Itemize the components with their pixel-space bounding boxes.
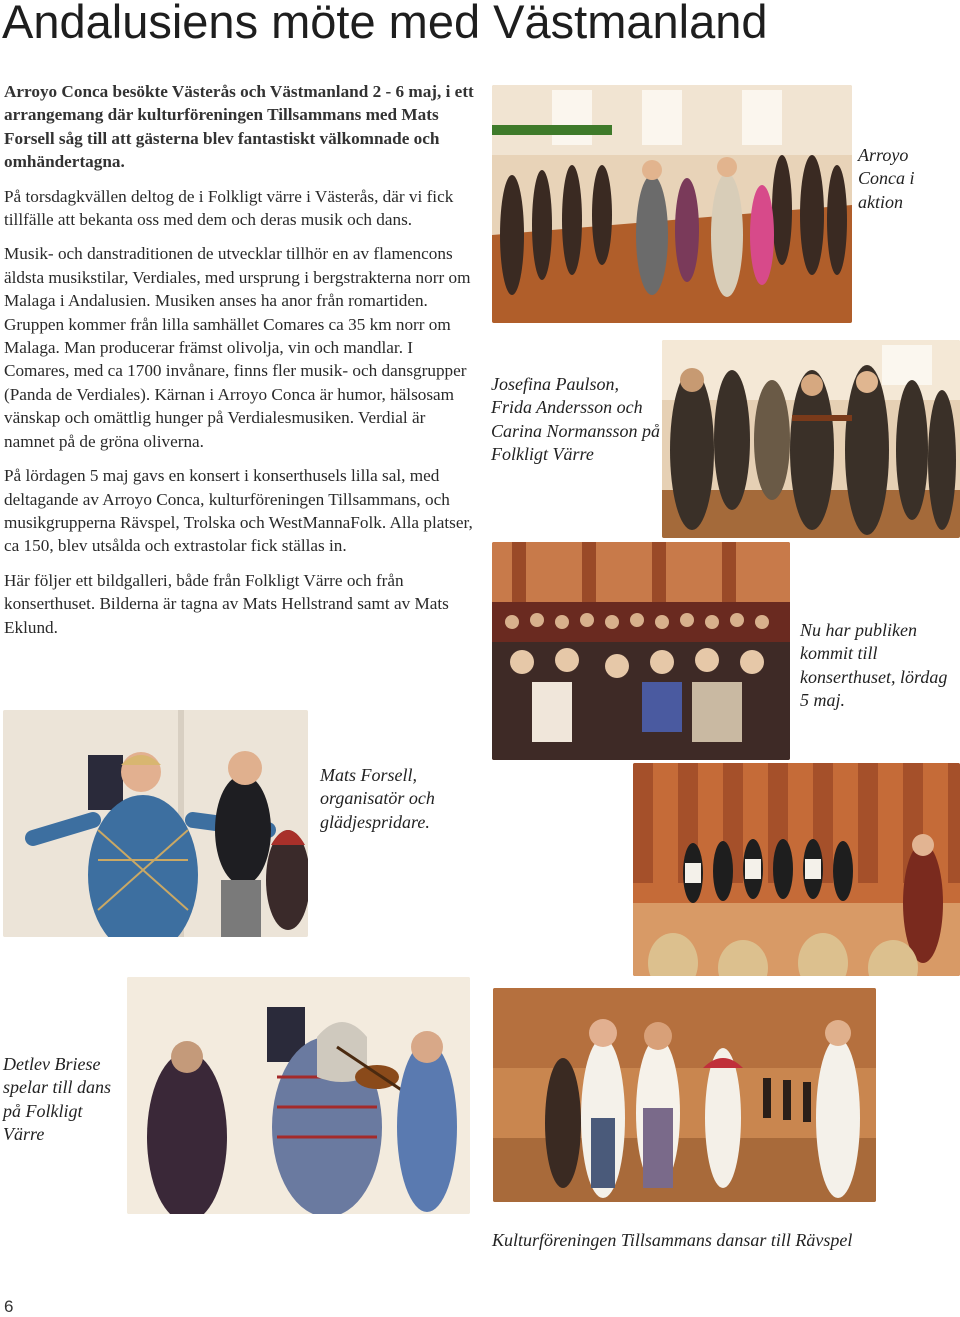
photo-detlev-briese: [127, 977, 470, 1214]
article-intro: Arroyo Conca besökte Västerås och Västmanland 2 - 6 maj, i ett arrangemang där kulturföreningen Tillsammans med Mats Forsell såg till att gästerna blev fantastiskt välkomnade och omhändertagna.: [4, 82, 474, 172]
article-body: [4, 80, 474, 650]
article-paragraph: På torsdagkvällen deltog de i Folkligt värre i Västerås, där vi fick tillfälle att bekanta oss med dem och deras musik och dans.: [4, 186, 454, 230]
article-paragraph: På lördagen 5 maj gavs en konsert i konserthusels lilla sal, med deltagande av Arroyo Conca, kulturföreningen Tillsammans, och musikgrupperna Rävspel, Trolska och WestMannaFolk. Alla platser, ca 150, blev utsålda och extrastolar fick ställas in.: [4, 466, 473, 556]
page-number: 6: [4, 1297, 14, 1316]
caption-publiken: Nu har publiken kommit till konserthuset, lördag 5 maj.: [800, 620, 948, 711]
article-paragraph: Musik- och danstraditionen de utvecklar tillhör en av flamencons äldsta musikstilar, Verdiales, med ursprung i bergstrakterna norr om Malaga i Andalusien. Musiken anses ha anor från romartiden. Gruppen kommer från lilla samhället Comares ca 35 km norr om Malaga. Man producerar främst olivolja, vin och mandlar. I Comares, med ca 1700 invånare, finns fler musik- och dansgrupper (Panda de Verdiales). Kärnan i Arroyo Conca är humor, hälsosam vänskap och omättlig hunger på Verdialesmusiken. Verdial är namnet på de gröna oliverna.: [4, 244, 471, 451]
photo-folkligt-varre-musicians: [662, 340, 960, 538]
caption-josefina: Josefina Paulson, Frida Andersson och Carina Normansson på Folkligt Värre: [491, 374, 661, 465]
caption-kulturforeningen: Kulturföreningen Tillsammans dansar till Rävspel: [492, 1230, 853, 1250]
page-title: Andalusiens möte med Västmanland: [2, 0, 768, 48]
photo-arroyo-conca-dancing: [492, 85, 852, 323]
caption-detlev-briese: Detlev Briese spelar till dans på Folkligt Värre: [3, 1054, 112, 1145]
article-paragraph: Här följer ett bildgalleri, både från Folkligt Värre och från konserthuset. Bilderna är tagna av Mats Hellstrand samt av Mats Eklund.: [4, 570, 449, 637]
photo-konserthuset-stage: [633, 763, 960, 976]
caption-mats-forsell: Mats Forsell, organisatör och glädjespridare.: [320, 765, 435, 832]
caption-arroyo-conca: Arroyo Conca i aktion: [858, 145, 915, 212]
photo-kulturforeningen-dance: [493, 988, 876, 1202]
photo-mats-forsell: [3, 710, 308, 937]
photo-konserthuset-audience: [492, 542, 790, 760]
